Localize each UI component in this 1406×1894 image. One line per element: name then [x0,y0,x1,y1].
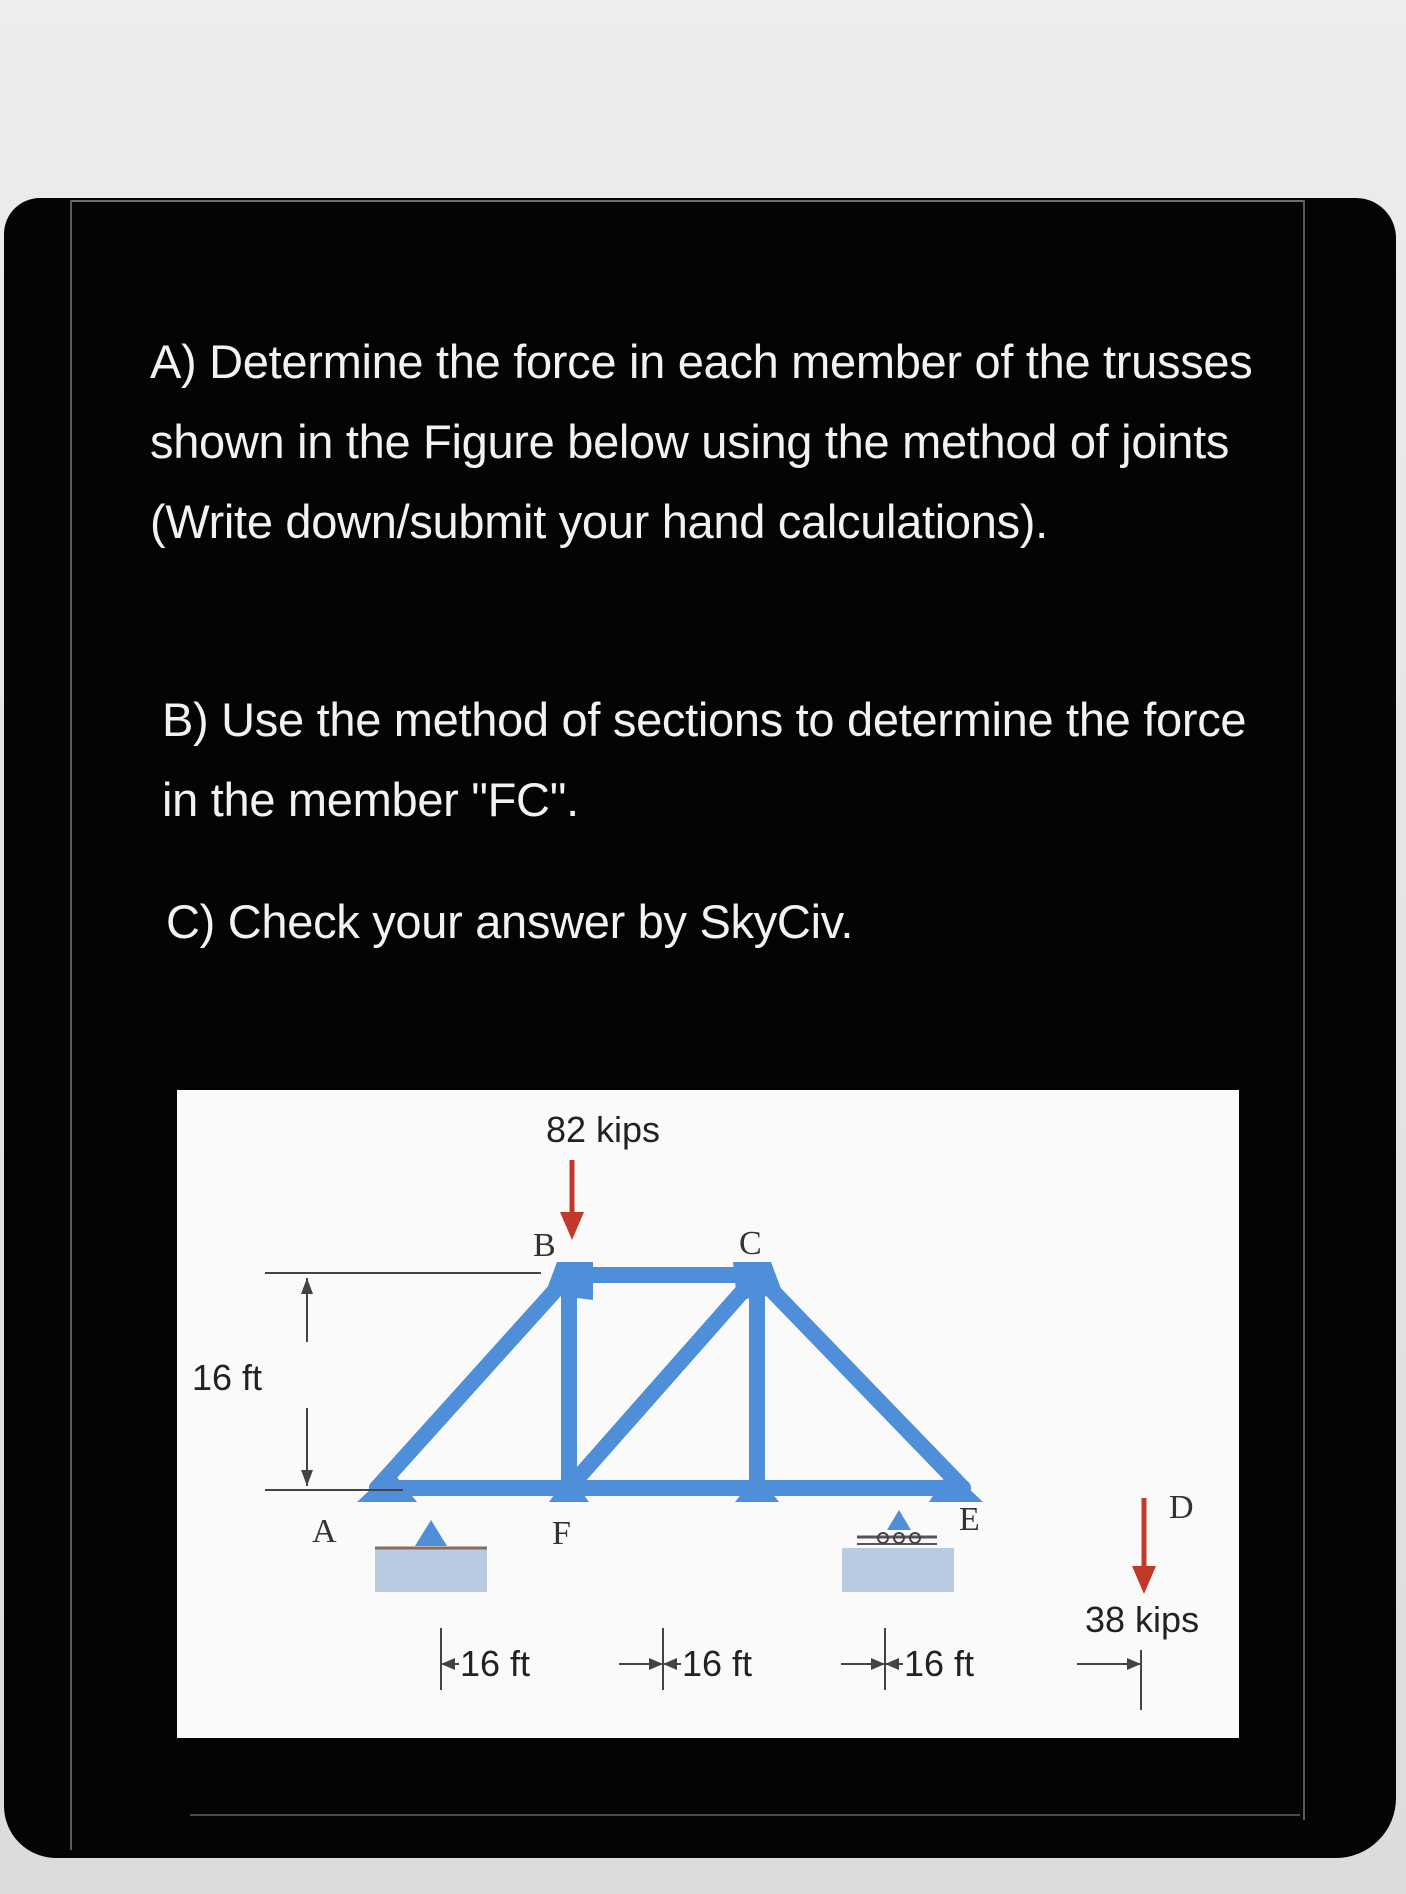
node-a-label: A [312,1513,337,1550]
truss-figure [177,1090,1239,1738]
height-label: 16 ft [192,1357,263,1398]
height-arrow-top [301,1278,313,1294]
span-dimension [441,1628,1141,1710]
roller-support [857,1510,937,1544]
load-d-arrow [1132,1498,1156,1594]
load-d-label: 38 kips [1085,1599,1200,1640]
pin-support-ground [375,1548,487,1592]
span-label-2: 16 ft [682,1643,753,1684]
question-part-a: A) Determine the force in each member of the trusses shown in the Figure below using the method of joints (Write down/submit your hand calculations). [150,335,1253,548]
span-arrowheads [441,1658,1141,1670]
window-left-border [70,200,72,1850]
node-d-label: D [1169,1489,1194,1526]
node-f-label: F [552,1515,571,1552]
question-part-b: B) Use the method of sections to determine the force in the member "FC". [162,693,1247,826]
roller-support-ground [842,1548,954,1592]
pin-support [415,1520,447,1546]
member-fc [569,1275,757,1488]
span-label-3: 16 ft [904,1643,975,1684]
node-b-label: B [533,1227,556,1264]
member-ab [377,1275,569,1488]
content-divider [190,1814,1300,1816]
window-top-border [70,200,1305,202]
gusset-b [545,1262,593,1300]
node-e-label: E [959,1501,980,1538]
span-label-1: 16 ft [460,1643,531,1684]
question-part-c: C) Check your answer by SkyCiv. [166,895,854,948]
node-c-label: C [739,1225,762,1262]
gusset-c [733,1262,783,1300]
window-right-border [1303,200,1305,1820]
height-arrow-bottom [301,1470,313,1486]
load-b-label: 82 kips [545,1109,661,1150]
member-cd [757,1275,963,1488]
load-b-arrow [560,1160,584,1240]
truss-diagram [177,1090,1239,1738]
